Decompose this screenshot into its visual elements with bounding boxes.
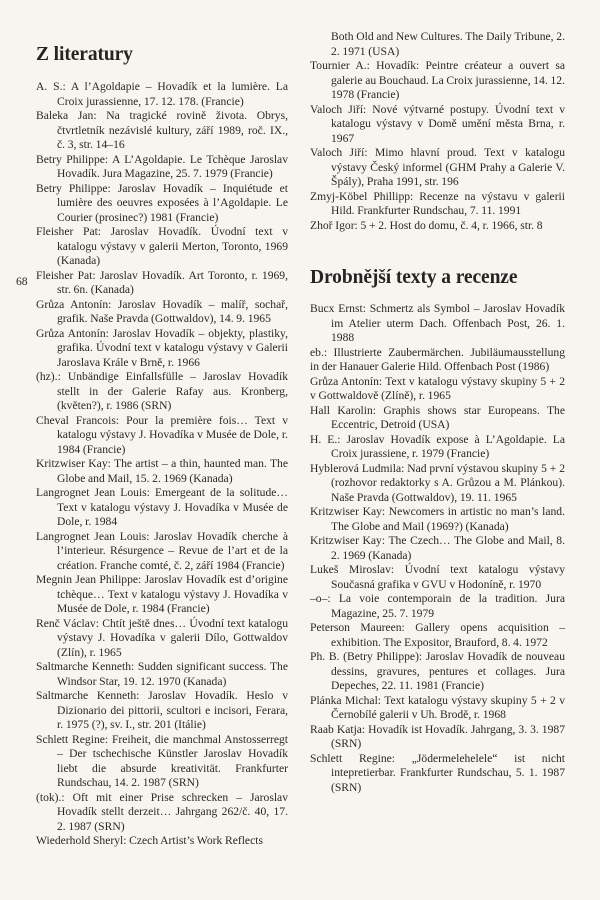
- bibliography-entry: Fleisher Pat: Jaroslav Hovadík. Art Toronto, r. 1969, str. 6n. (Kanada): [36, 268, 288, 296]
- bibliography-entry: (hz).: Unbändige Einfallsfülle – Jaroslav Hovadík stellt in der Galerie Rafay aus. Kronberg, (květen?), r. 1986 (SRN): [36, 370, 288, 412]
- bibliography-entry: Wiederhold Sheryl: Czech Artist’s Work Reflects: [36, 834, 263, 847]
- bibliography-entry: Baleka Jan: Na tragické rovině života. Obrys, čtvrtletník nezávislé kultury, září 1989, roč. IX., č. 3, str. 14–16: [36, 109, 288, 151]
- bibliography-entry: Saltmarche Kenneth: Sudden significant success. The Windsor Star, 19. 12. 1970 (Kanada): [36, 660, 288, 688]
- bibliography-entry: Raab Katja: Hovadík ist Hovadík. Jahrgang, 3. 3. 1987 (SRN): [310, 722, 565, 750]
- bibliography-entry: Megnin Jean Philippe: Jaroslav Hovadík est d’origine tchèque… Text v katalogu výstavy J. Hovadíka v Musée de Dole, r. 1984 (Francie): [36, 573, 288, 615]
- bibliography-entry: Tournier A.: Hovadík: Peintre créateur a ouvert sa galerie au Bouchaud. La Croix jurassienne, 14. 12. 1978 (Francie): [310, 59, 565, 101]
- bibliography-entry: Zmyj-Köbel Phillipp: Recenze na výstavu v galerii Hild. Frankfurter Rundschau, 7. 11. 1991: [310, 189, 565, 217]
- section-title-literature: Z literatury: [36, 44, 133, 65]
- bibliography-entry: Peterson Maureen: Gallery opens acquisition – exhibition. The Expositor, Brauford, 8. 4. 1972: [310, 621, 565, 649]
- bibliography-entry: Grůza Antonín: Jaroslav Hovadík – malíř, sochař, grafik. Naše Pravda (Gottwaldov), 14. 9. 1965: [36, 297, 288, 325]
- right-column: [310, 30, 565, 795]
- bibliography-entry: Renč Václav: Chtít ještě dnes… Úvodní text katalogu výstavy J. Hovadíka v galerii Dílo, Gottwaldov (Zlín), r. 1965: [36, 616, 288, 659]
- bibliography-entry: A. S.: A l’Agoldapie – Hovadík et la lumière. La Croix jurassienne, 17. 12. 178. (Francie): [36, 80, 288, 108]
- bibliography-entry: Betry Philippe: Jaroslav Hovadík – Inquiétude et lumière des oeuvres exposées à l’Agoldapie. Le Courier (prosinec?) 1981 (Francie): [36, 181, 288, 224]
- bibliography-entry: Zhoř Igor: 5 + 2. Host do domu, č. 4, r. 1966, str. 8: [310, 218, 543, 232]
- bibliography-list-literature: [36, 80, 288, 849]
- bibliography-entry: H. E.: Jaroslav Hovadík expose à L’Agoldapie. La Croix jurassiene, r. 1979 (Francie): [310, 432, 565, 460]
- bibliography-entry: Valoch Jiří: Mimo hlavní proud. Text v katalogu výstavy Český informel (GHM Prahy a Galerie V. Špály), Praha 1991, str. 196: [310, 146, 565, 188]
- bibliography-entry: Saltmarche Kenneth: Jaroslav Hovadík. Heslo v Dizionario dei pittorii, scultori e incisori, Ferara, r. 1975 (?), sv. I., str. 201 (Itálie): [36, 689, 288, 731]
- bibliography-list-literature-continued: [310, 59, 565, 233]
- bibliography-entry: Lukeš Miroslav: Úvodní text katalogu výstavy Současná grafika v GVU v Hodoníně, r. 1970: [310, 563, 565, 591]
- section-title-minor-texts: Drobnější texty a recenze: [310, 267, 518, 288]
- bibliography-entry: Grůza Antonín: Text v katalogu výstavy skupiny 5 + 2 v Gottwaldově (Zlíně), r. 1965: [310, 374, 565, 402]
- bibliography-entry: Kritzwiser Kay: The artist – a thin, haunted man. The Globe and Mail, 15. 2. 1969 (Kanada): [36, 457, 288, 485]
- page-number: 68: [16, 275, 28, 288]
- bibliography-entry: Hall Karolin: Graphis shows star Europeans. The Eccentric, Detroid (USA): [310, 403, 565, 431]
- bibliography-entry: Bucx Ernst: Schmertz als Symbol – Jaroslav Hovadík im Atelier uterm Dach. Offenbach Post, 26. 1. 1988: [310, 302, 565, 344]
- bibliography-entry: Langrognet Jean Louis: Emergeant de la solitude… Text v katalogu výstavy J. Hovadíka v Musée de Dole, r. 1984: [36, 486, 288, 528]
- bibliography-entry: eb.: Illustrierte Zaubermärchen. Jubiläumausstellung in der Hanauer Galerie Hild. Offenbach Post (1986): [310, 345, 565, 373]
- bibliography-entry: (tok).: Oft mit einer Prise schrecken – Jaroslav Hovadík stellt derzeit… Jahrgang 262/č. 40, 17. 2. 1987 (SRN): [36, 790, 288, 833]
- bibliography-entry: Langrognet Jean Louis: Jaroslav Hovadík cherche à l’interieur. Résurgence – Revue de l’art et de la création. Franche comté, č. 2, září 1984 (Francie): [36, 529, 288, 572]
- bibliography-entry: –o–: La voie contemporain de la tradition. Jura Magazine, 25. 7. 1979: [310, 592, 565, 620]
- bibliography-list-minor-texts: [310, 302, 565, 795]
- left-column: [36, 44, 288, 849]
- bibliography-entry: Hyblerová Ludmila: Nad první výstavou skupiny 5 + 2 (rozhovor redaktorky s A. Grůzou a M. Plánkou). Naše Pravda (Gottwaldov), 19. 11. 1965: [310, 461, 565, 504]
- bibliography-entry: Schlett Regine: Freiheit, die manchmal Anstosserregt – Der tschechische Künstler Jaroslav Hovadík liebt die absurde kreativität. Frankfurter Rundschau, 14. 2. 1987 (SRN): [36, 732, 288, 789]
- bibliography-entry: Kritzwiser Kay: Newcomers in artistic no man’s land. The Globe and Mail (1969?) (Kanada): [310, 505, 565, 533]
- bibliography-entry: Valoch Jiří: Nové výtvarné postupy. Úvodní text v katalogu výstavy v Domě umění města Brna, r. 1967: [310, 102, 565, 145]
- bibliography-entry: Kritzwiser Kay: The Czech… The Globe and Mail, 8. 2. 1969 (Kanada): [310, 534, 565, 562]
- bibliography-entry: Ph. B. (Betry Philippe): Jaroslav Hovadík de nouveau dessins, gravures, pentures et collages. Jura Depeches, 22. 11. 1981 (Francie): [310, 650, 565, 692]
- bibliography-entry-continuation: Both Old and New Cultures. The Daily Tribune, 2. 2. 1971 (USA): [331, 30, 565, 58]
- bibliography-entry: Betry Philippe: A L’Agoldapie. Le Tchèque Jaroslav Hovadík. Jura Magazine, 25. 7. 1979 (Francie): [36, 152, 288, 180]
- bibliography-entry: Cheval Francois: Pour la première fois… Text v katalogu výstavy J. Hovadíka v Musée de Dole, r. 1984 (Francie): [36, 413, 288, 456]
- bibliography-entry: Fleisher Pat: Jaroslav Hovadík. Úvodní text v katalogu výstavy v galerii Merton, Toronto, 1969 (Kanada): [36, 225, 288, 267]
- bibliography-entry: Grůza Antonín: Jaroslav Hovadík – objekty, plastiky, grafika. Úvodní text v katalogu výstavy v Galerii Jaroslava Krále v Brně, r. 1966: [36, 326, 288, 369]
- bibliography-entry: Schlett Regine: „Jödermelehelele“ ist nicht intepretierbar. Frankfurter Rundschau, 5. 1. 1987 (SRN): [310, 751, 565, 794]
- bibliography-entry: Plánka Michal: Text katalogu výstavy skupiny 5 + 2 v Černobílé galerii v Uh. Brodě, r. 1968: [310, 693, 565, 721]
